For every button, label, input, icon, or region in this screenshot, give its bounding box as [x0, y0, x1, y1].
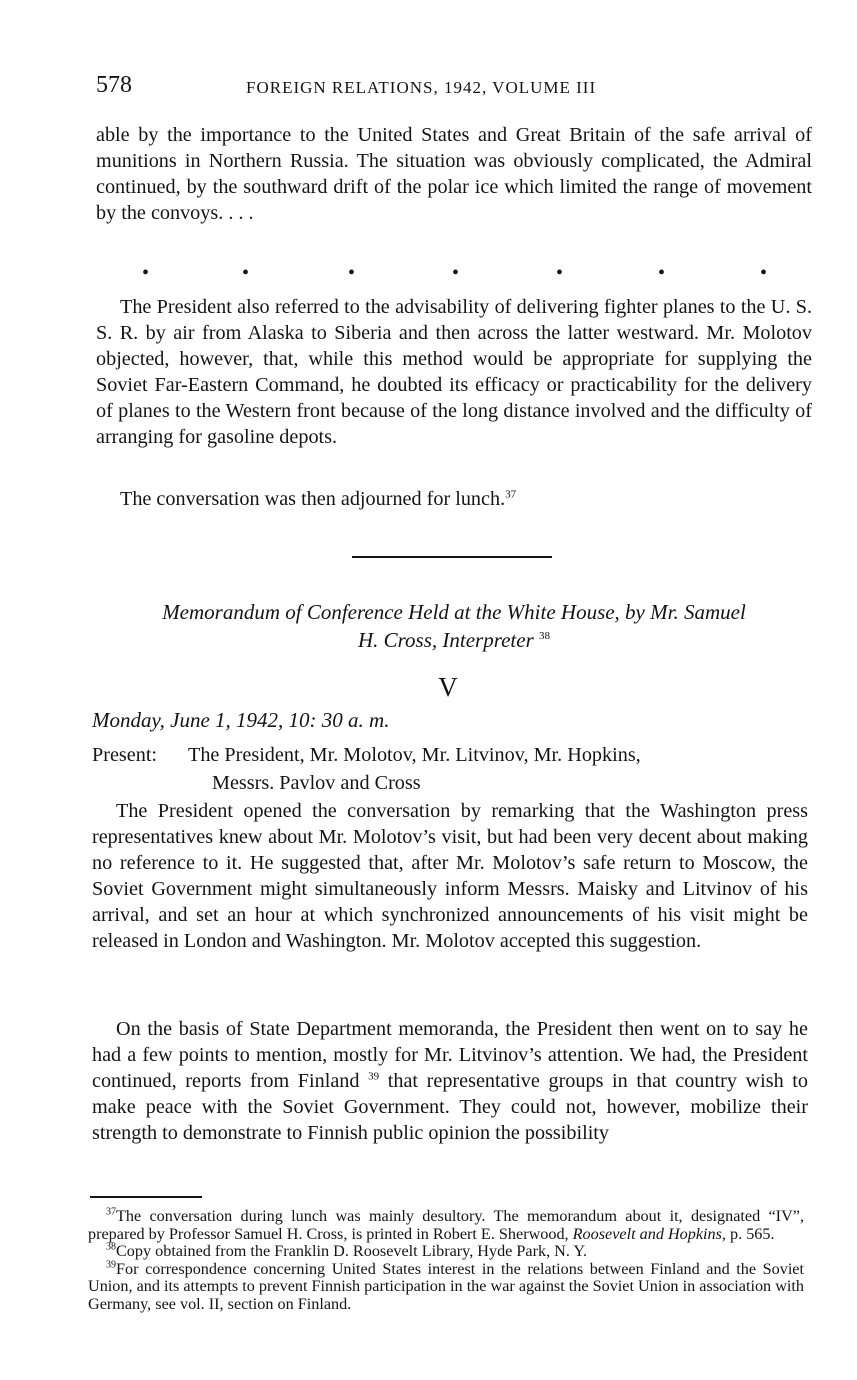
footnote-number: 38 [106, 1241, 116, 1253]
omission-dot: • [142, 262, 150, 284]
page-header [96, 70, 816, 106]
paragraph-finland-part1: On the basis of State Department memoranda, the President then went on to say he had a few points to mention, mostly for Mr. Litvinov’s attention. We had, the President continued, reports from Finland [92, 1018, 808, 1092]
paragraph-continued: able by the importance to the United States and Great Britain of the safe arrival of munitions in Northern Russia. The situation was obviously complicated, the Admiral continued, by the southward drift of the polar ice which limited the range of movement by the convoys. . . . [96, 124, 812, 224]
attendees-line2: Messrs. Pavlov and Cross [212, 772, 421, 794]
paragraph-finland-part2: that representative groups in that country wish to make peace with the Soviet Government. They could not, however, mobilize their strength to demonstrate to Finnish public opinion the possibility [92, 1070, 809, 1144]
page-number: 578 [96, 72, 132, 98]
footnote-text: Copy obtained from the Franklin D. Roosevelt Library, Hyde Park, N. Y. [116, 1242, 588, 1260]
footnote-ref-38: 38 [539, 630, 551, 642]
omission-dot: • [658, 262, 666, 284]
footnote-37 [88, 1208, 804, 1243]
footnote-text: For correspondence concerning United States interest in the relations between Finland and the Soviet Union, and its attempts to prevent Finnish participation in the war against the Soviet Union in association with Germany, see vol. II, section on Finland. [88, 1259, 804, 1313]
attendees-line1: The President, Mr. Molotov, Mr. Litvinov, Mr. Hopkins, [188, 744, 641, 766]
omission-dot: • [452, 262, 460, 284]
footnote-text: , p. 565. [721, 1224, 775, 1243]
footnote-ref-37: 37 [505, 488, 517, 501]
memorandum-title-line2: H. Cross, Interpreter [357, 628, 534, 652]
meeting-date: Monday, June 1, 1942, 10: 30 a. m. [92, 708, 390, 732]
footnote-38 [88, 1243, 804, 1261]
paragraph-finland [92, 1016, 808, 1146]
section-separator [352, 556, 552, 558]
omission-dots [96, 262, 812, 284]
footnote-number: 39 [106, 1259, 116, 1271]
running-head: FOREIGN RELATIONS, 1942, VOLUME III [246, 78, 597, 97]
present-label: Present: [92, 744, 158, 766]
footnote-number: 37 [106, 1206, 116, 1218]
paragraph-adjourned-text: The conversation was then adjourned for lunch. [120, 488, 506, 510]
footnote-ref-39: 39 [368, 1070, 380, 1083]
omission-dot: • [760, 262, 768, 284]
paragraph-press: The President opened the conversation by remarking that the Washington press representatives knew about Mr. Molotov’s visit, but had been very decent about making no reference to it. He suggested that, after Mr. Molotov’s safe return to Moscow, the Soviet Government might simultaneously inform Messrs. Maisky and Litvinov of his arrival, and set an hour at which synchronized announcements of his visit might be released in London and Washington. Mr. Molotov accepted this suggestion. [92, 800, 808, 952]
omission-dot: • [556, 262, 564, 284]
memorandum-title-line1: Memorandum of Conference Held at the White House, by Mr. Samuel [162, 600, 746, 624]
paragraph-adjourned [120, 486, 810, 512]
paragraph-fighter-planes: The President also referred to the advisability of delivering fighter planes to the U. S. S. R. by air from Alaska to Siberia and then across the latter westward. Mr. Molotov objected, however, that, while this method would be appropriate for supplying the Soviet Far-Eastern Command, he doubted its efficacy or practicability for the delivery of planes to the Western front because of the long distance involved and the difficulty of arranging for gasoline depots. [96, 296, 812, 448]
section-numeral: V [438, 672, 458, 702]
book-title: Roosevelt and Hopkins [572, 1224, 722, 1243]
omission-dot: • [242, 262, 250, 284]
memorandum-title [92, 598, 816, 654]
omission-dot: • [348, 262, 356, 284]
footnote-39 [88, 1261, 804, 1314]
footnotes [88, 1208, 804, 1313]
footnote-text: The conversation during lunch was mainly desultory. The memorandum about it, designated “IV”, prepared by Professor Samuel H. Cross, is printed in Robert E. Sherwood, [88, 1207, 804, 1243]
footnote-rule [90, 1196, 202, 1198]
